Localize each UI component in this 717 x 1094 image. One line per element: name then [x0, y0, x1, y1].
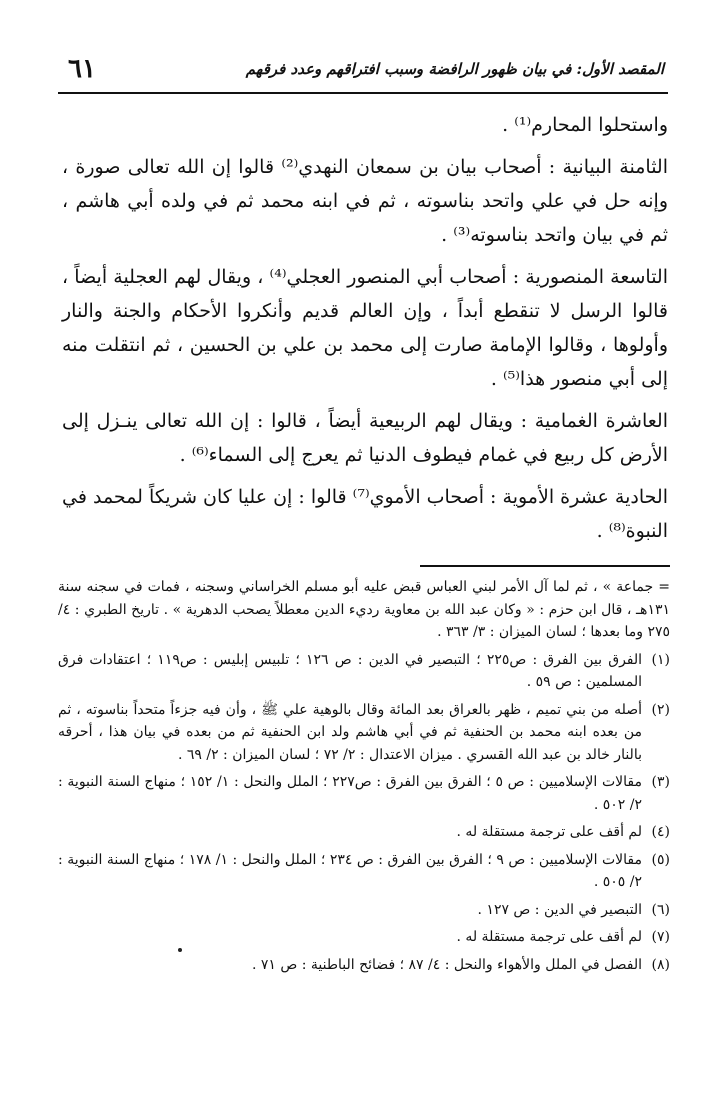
- footnote-text: الفصل في الملل والأهواء والنحل : ٤/ ٨٧ ؛ فضائح الباطنية : ص ٧١ .: [251, 956, 642, 973]
- print-speck: [178, 948, 182, 952]
- footnote-text: مقالات الإسلاميين : ص ٥ ؛ الفرق بين الفرق : ص٢٢٧ ؛ الملل والنحل : ١/ ١٥٢ ؛ منهاج السنة النبوية : ٢/ ٥٠٢ .: [58, 774, 642, 813]
- paragraph: الثامنة البيانية : أصحاب بيان بن سمعان النهدي⁽²⁾ قالوا إن الله تعالى صورة ، وإنه حل في علي واتحد بناسوته ، ثم في ابنه محمد ثم في ولده أبي هاشم ، ثم في بيان واتحد بناسوته⁽³⁾ .: [62, 156, 668, 246]
- footnote: [58, 771, 670, 816]
- footnote-text: لم أقف على ترجمة مستقلة له .: [456, 929, 642, 945]
- footnote-number: (١): [651, 651, 670, 668]
- footnote: [58, 899, 670, 922]
- paragraph: واستحلوا المحارم⁽¹⁾ .: [502, 114, 668, 136]
- footnote-text: لم أقف على ترجمة مستقلة له .: [456, 824, 642, 840]
- footnote-number: (٨): [651, 956, 670, 973]
- footnote-text: التبصير في الدين : ص ١٢٧ .: [477, 901, 642, 918]
- footnote-number: (٥): [651, 851, 670, 868]
- footnote-text: مقالات الإسلاميين : ص ٩ ؛ الفرق بين الفرق : ص ٢٣٤ ؛ الملل والنحل : ١/ ١٧٨ ؛ منهاج السنة النبوية : ٢/ ٥٠٥ .: [58, 851, 642, 890]
- footnote-text: الفرق بين الفرق : ص٢٢٥ ؛ التبصير في الدين : ص ١٢٦ ؛ تلبيس إبليس : ص١١٩ ؛ اعتقادات فرق المسلمين : ص ٥٩ .: [58, 651, 643, 690]
- footnote-text: أصله من بني تميم ، ظهر بالعراق بعد المائة وقال بالوهية علي ﷺ ، وأن فيه جزءاً متحداً بناسوته ، ثم من بعده ابنه محمد بن الحنفية ثم في أبي هاشم ولد ابن الحنفية ثم من بعده في بيان هذا ، أحرقه بالنار خالد بن عبد الله القسري . ميزان الاعتدال : ٢/ ٧٢ ؛ لسان الميزان : ٢/ ٦٩ .: [58, 701, 642, 763]
- paragraph: الحادية عشرة الأموية : أصحاب الأموي⁽⁷⁾ قالوا : إن عليا كان شريكاً لمحمد في النبوة⁽⁸⁾ .: [62, 486, 668, 542]
- footnote: [58, 954, 670, 977]
- footnote-number: (٤): [651, 824, 670, 840]
- footnote-number: (٧): [651, 929, 670, 945]
- footnote-number: (٦): [651, 901, 670, 918]
- footnote: [58, 849, 670, 894]
- page-header: [58, 52, 668, 94]
- footnote: [58, 821, 670, 844]
- footnote: [58, 699, 670, 767]
- paragraph: العاشرة الغمامية : ويقال لهم الربيعية أيضاً ، قالوا : إن الله تعالى ينـزل إلى الأرض كل ربيع في غمام فيطوف الدنيا ثم يعرج إلى السماء⁽⁶⁾ .: [62, 410, 668, 466]
- footnote: [58, 649, 670, 694]
- running-title: المقصد الأول: في بيان ظهور الرافضة وسبب افتراقهم وعدد فرقهم: [245, 60, 664, 78]
- main-text: [62, 108, 668, 556]
- paragraph: التاسعة المنصورية : أصحاب أبي المنصور العجلي⁽⁴⁾ ، ويقال لهم العجلية أيضاً ، قالوا الرسل لا تنقطع أبداً ، وإن العالم قديم وأنكروا الأحكام والجنة والنار وأولوها ، وقالوا الإمامة صارت إلى محمد بن علي بن الحسين ، ثم انتقلت منه إلى أبي منصور هذا⁽⁵⁾ .: [62, 266, 668, 390]
- footnote: [58, 926, 670, 949]
- page-number: ٦١: [68, 54, 96, 84]
- footnotes: [58, 576, 670, 981]
- footnote-number: (٢): [651, 701, 670, 718]
- footnote-continuation: = جماعة » ، ثم لما آل الأمر لبني العباس قبض عليه أبو مسلم الخراساني وسجنه ، فمات في سجنه سنة ١٣١هـ ، قال ابن حزم : « وكان عبد الله بن معاوية رديء الدين معطلاً يصحب الدهرية » . تاريخ الطبري : ٤/ ٢٧٥ وما بعدها ؛ لسان الميزان : ٣/ ٣٦٣ .: [58, 579, 670, 640]
- footnote-separator: [420, 565, 670, 567]
- footnote-number: (٣): [651, 774, 670, 790]
